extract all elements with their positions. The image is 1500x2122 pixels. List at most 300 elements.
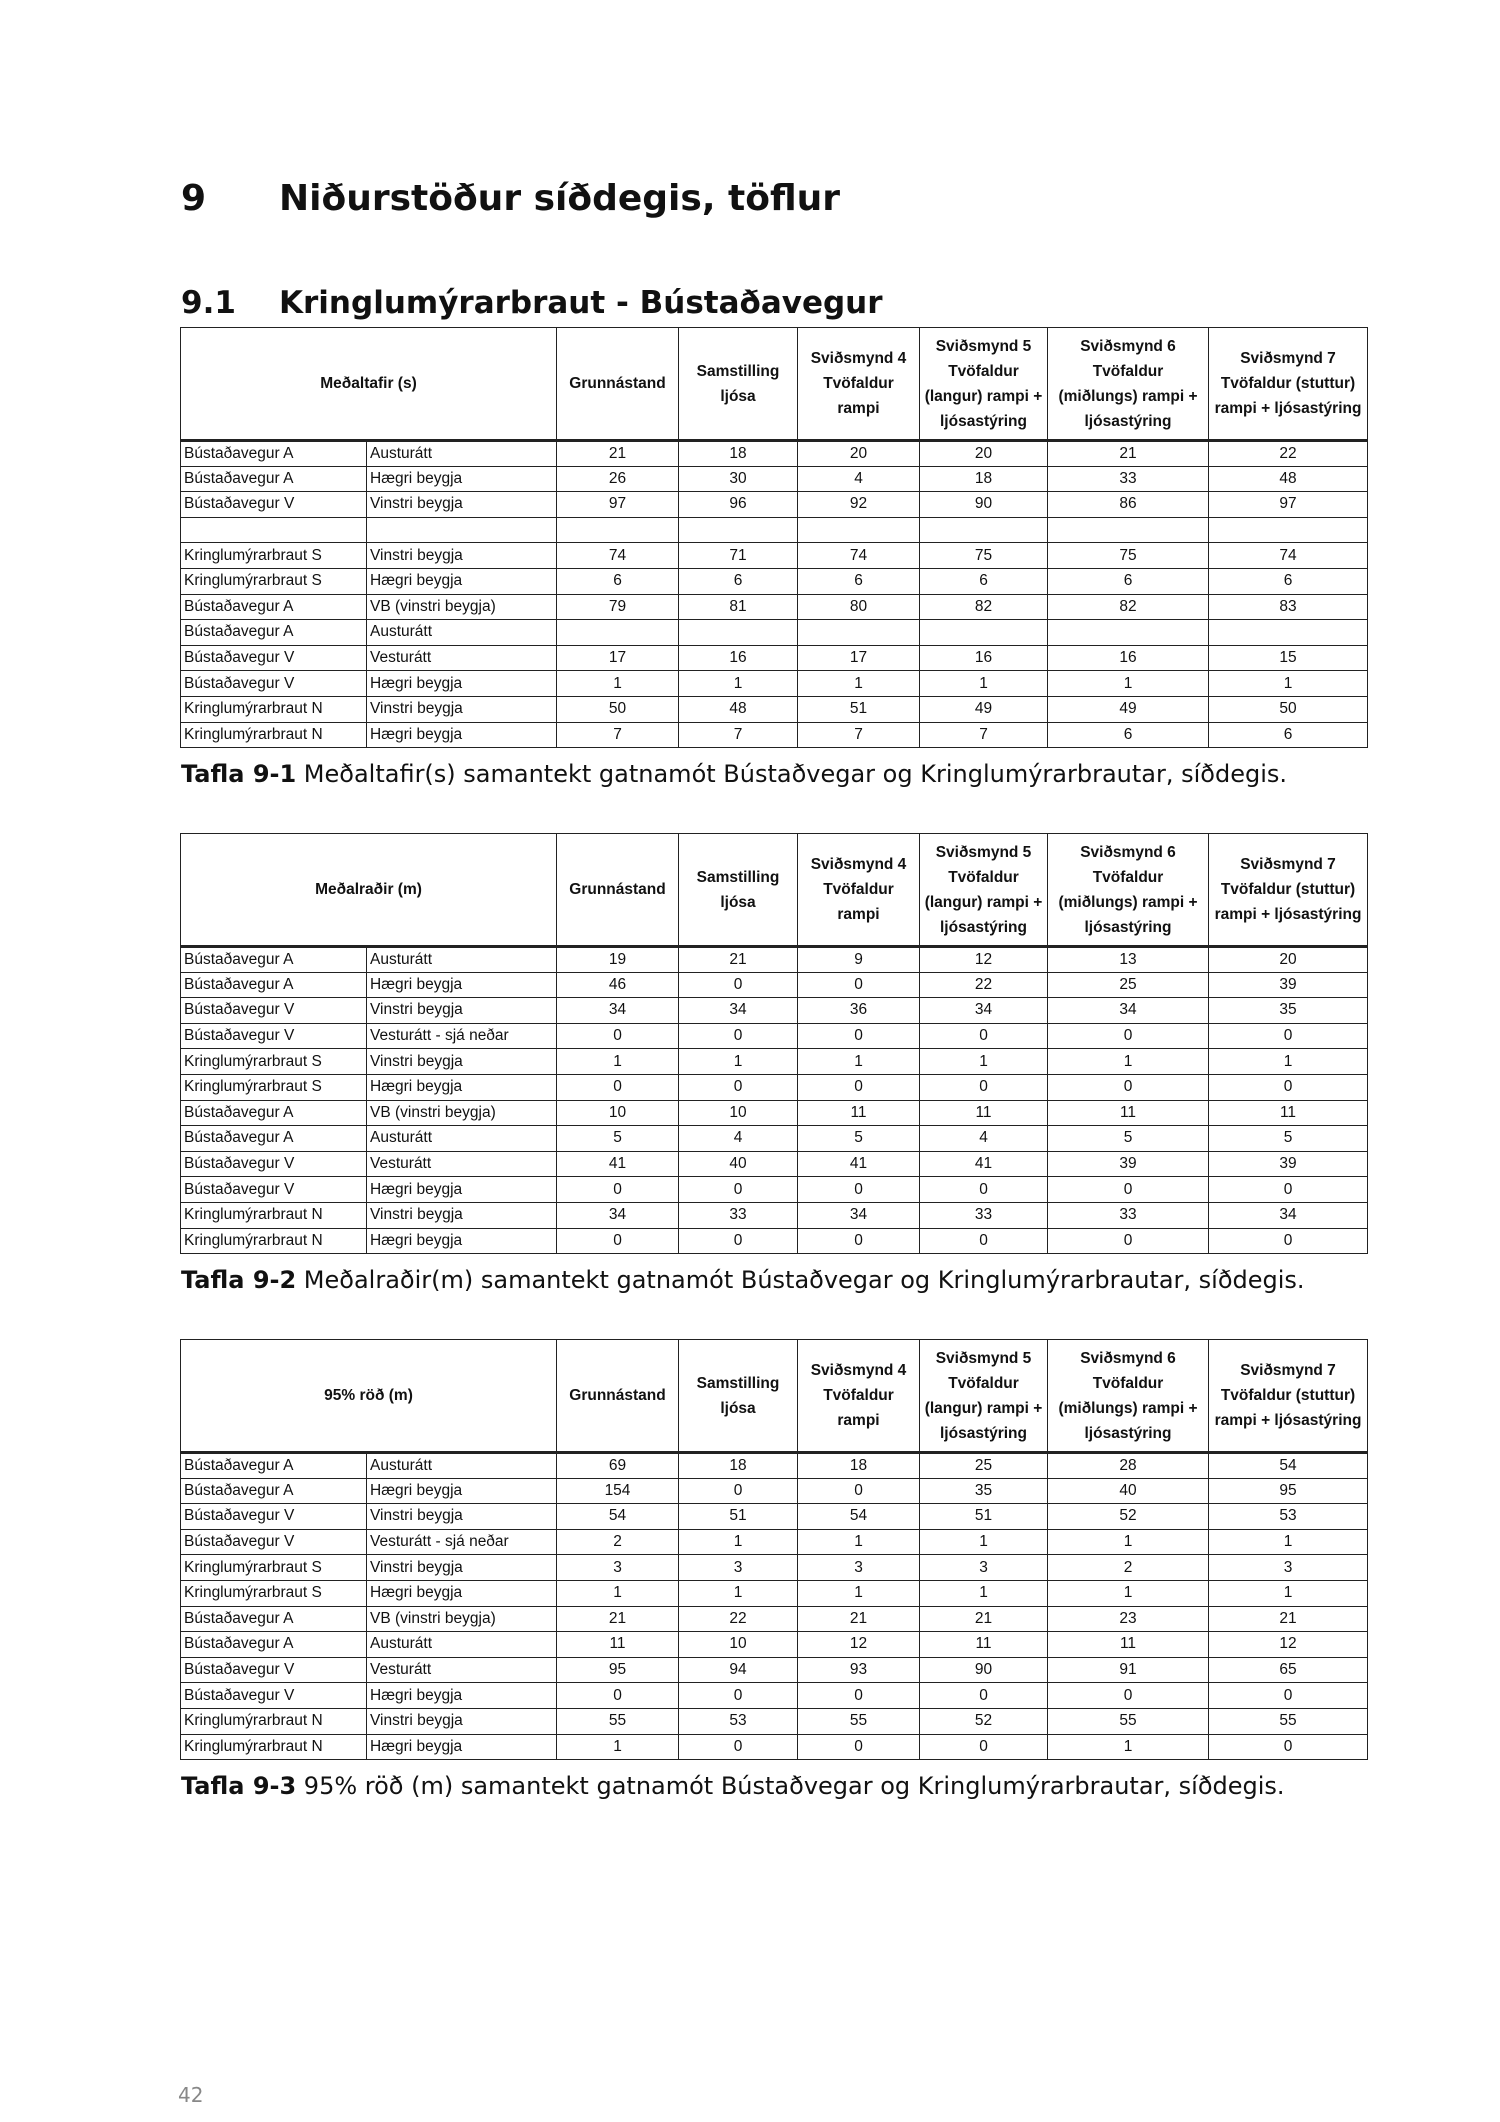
value-cell: 0 (798, 1023, 920, 1049)
value-cell: 12 (920, 947, 1048, 973)
value-cell: 0 (920, 1023, 1048, 1049)
table-row (181, 466, 1368, 492)
table-row (181, 1100, 1368, 1126)
value-cell: 25 (920, 1453, 1048, 1479)
value-cell: 1 (798, 1049, 920, 1075)
value-cell: 1 (1048, 1734, 1209, 1760)
value-cell: 75 (920, 543, 1048, 569)
table-row (181, 1657, 1368, 1683)
value-cell: 0 (1048, 1228, 1209, 1254)
value-cell: 18 (798, 1453, 920, 1479)
value-cell: 4 (679, 1126, 798, 1152)
movement-cell: Hægri beygja (367, 1580, 557, 1606)
value-cell: 0 (920, 1228, 1048, 1254)
road-cell: Bústaðavegur V (181, 1177, 367, 1203)
road-cell (181, 517, 367, 543)
value-cell: 50 (1209, 696, 1368, 722)
value-cell: 16 (1048, 645, 1209, 671)
value-cell: 0 (920, 1177, 1048, 1203)
value-cell: 1 (1048, 671, 1209, 697)
results-table-1 (180, 327, 1368, 748)
value-cell: 0 (1048, 1683, 1209, 1709)
value-cell: 16 (920, 645, 1048, 671)
movement-cell: Hægri beygja (367, 1228, 557, 1254)
value-cell: 6 (920, 568, 1048, 594)
value-cell: 1 (1048, 1529, 1209, 1555)
movement-cell: Vinstri beygja (367, 1708, 557, 1734)
value-cell: 0 (679, 1023, 798, 1049)
value-cell (1048, 620, 1209, 646)
value-cell (798, 620, 920, 646)
road-cell: Bústaðavegur V (181, 1151, 367, 1177)
value-cell (1209, 517, 1368, 543)
value-cell: 22 (1209, 441, 1368, 467)
value-cell: 34 (557, 1202, 679, 1228)
movement-cell (367, 517, 557, 543)
table-row (181, 1453, 1368, 1479)
page-number: 42 (178, 2083, 204, 2107)
value-cell: 48 (1209, 466, 1368, 492)
table-row (181, 722, 1368, 748)
road-cell: Kringlumýrarbraut S (181, 543, 367, 569)
road-cell: Bústaðavegur A (181, 1606, 367, 1632)
road-cell: Bústaðavegur A (181, 1632, 367, 1658)
value-cell: 35 (920, 1478, 1048, 1504)
value-cell: 0 (920, 1734, 1048, 1760)
value-cell: 5 (1048, 1126, 1209, 1152)
movement-cell: Vinstri beygja (367, 492, 557, 518)
movement-cell: Hægri beygja (367, 466, 557, 492)
value-cell: 41 (557, 1151, 679, 1177)
road-cell: Bústaðavegur V (181, 1504, 367, 1530)
value-cell: 28 (1048, 1453, 1209, 1479)
value-cell: 0 (1209, 1177, 1368, 1203)
value-cell: 1 (920, 1529, 1048, 1555)
value-cell: 0 (557, 1177, 679, 1203)
value-cell: 21 (557, 1606, 679, 1632)
value-cell: 41 (798, 1151, 920, 1177)
column-header: Samstilling ljósa (679, 834, 798, 947)
value-cell: 55 (1209, 1708, 1368, 1734)
column-header: Sviðsmynd 4 Tvöfaldur rampi (798, 1340, 920, 1453)
movement-cell: Hægri beygja (367, 972, 557, 998)
value-cell: 39 (1209, 972, 1368, 998)
value-cell: 10 (557, 1100, 679, 1126)
table-row (181, 1228, 1368, 1254)
subsection-title: Kringlumýrarbraut - Bústaðavegur (279, 285, 883, 321)
value-cell: 50 (557, 696, 679, 722)
column-header: Grunnástand (557, 834, 679, 947)
column-header: Grunnástand (557, 328, 679, 441)
value-cell: 94 (679, 1657, 798, 1683)
value-cell: 22 (679, 1606, 798, 1632)
value-cell: 91 (1048, 1657, 1209, 1683)
value-cell: 48 (679, 696, 798, 722)
column-header: Sviðsmynd 7 Tvöfaldur (stuttur) rampi + ljósastýring (1209, 328, 1368, 441)
value-cell: 11 (920, 1100, 1048, 1126)
value-cell: 97 (1209, 492, 1368, 518)
road-cell: Bústaðavegur A (181, 620, 367, 646)
value-cell: 1 (798, 1529, 920, 1555)
road-cell: Bústaðavegur V (181, 1683, 367, 1709)
value-cell: 1 (920, 1580, 1048, 1606)
value-cell: 51 (679, 1504, 798, 1530)
road-cell: Bústaðavegur A (181, 441, 367, 467)
value-cell: 75 (1048, 543, 1209, 569)
value-cell: 7 (557, 722, 679, 748)
column-header: Sviðsmynd 7 Tvöfaldur (stuttur) rampi + ljósastýring (1209, 834, 1368, 947)
road-cell: Bústaðavegur A (181, 466, 367, 492)
value-cell: 82 (1048, 594, 1209, 620)
column-header: Sviðsmynd 6 Tvöfaldur (miðlungs) rampi + ljósastýring (1048, 834, 1209, 947)
value-cell: 26 (557, 466, 679, 492)
movement-cell: Vesturátt (367, 1657, 557, 1683)
value-cell: 34 (1048, 998, 1209, 1024)
value-cell: 21 (1209, 1606, 1368, 1632)
value-cell: 34 (920, 998, 1048, 1024)
value-cell: 51 (920, 1504, 1048, 1530)
value-cell: 0 (798, 1478, 920, 1504)
value-cell: 0 (798, 972, 920, 998)
table-metric-label: 95% röð (m) (181, 1340, 557, 1453)
value-cell: 5 (557, 1126, 679, 1152)
column-header: Sviðsmynd 5 Tvöfaldur (langur) rampi + ljósastýring (920, 1340, 1048, 1453)
road-cell: Bústaðavegur V (181, 492, 367, 518)
value-cell (557, 517, 679, 543)
movement-cell: Hægri beygja (367, 1478, 557, 1504)
road-cell: Bústaðavegur V (181, 1529, 367, 1555)
table-row (181, 1151, 1368, 1177)
value-cell: 55 (1048, 1708, 1209, 1734)
column-header: Samstilling ljósa (679, 328, 798, 441)
road-cell: Kringlumýrarbraut S (181, 1049, 367, 1075)
value-cell: 1 (679, 1049, 798, 1075)
table-row (181, 543, 1368, 569)
value-cell: 0 (1209, 1074, 1368, 1100)
road-cell: Kringlumýrarbraut N (181, 1202, 367, 1228)
movement-cell: Austurátt (367, 1453, 557, 1479)
movement-cell: Hægri beygja (367, 1177, 557, 1203)
value-cell (920, 620, 1048, 646)
value-cell: 36 (798, 998, 920, 1024)
movement-cell: VB (vinstri beygja) (367, 594, 557, 620)
value-cell: 52 (920, 1708, 1048, 1734)
value-cell: 0 (798, 1074, 920, 1100)
value-cell: 2 (557, 1529, 679, 1555)
movement-cell: Hægri beygja (367, 722, 557, 748)
table-row (181, 671, 1368, 697)
value-cell: 93 (798, 1657, 920, 1683)
value-cell: 0 (798, 1177, 920, 1203)
table-row (181, 517, 1368, 543)
road-cell: Bústaðavegur A (181, 1453, 367, 1479)
subsection-number: 9.1 (181, 285, 236, 321)
movement-cell: Vinstri beygja (367, 1049, 557, 1075)
value-cell: 22 (920, 972, 1048, 998)
table-row (181, 1504, 1368, 1530)
value-cell: 1 (679, 671, 798, 697)
value-cell: 11 (557, 1632, 679, 1658)
value-cell: 18 (679, 441, 798, 467)
value-cell: 12 (798, 1632, 920, 1658)
value-cell: 3 (798, 1555, 920, 1581)
table-caption-text: 95% röð (m) samantekt gatnamót Bústaðvegar og Kringlumýrarbrautar, síðdegis. (296, 1772, 1285, 1800)
value-cell: 0 (798, 1734, 920, 1760)
column-header: Sviðsmynd 6 Tvöfaldur (miðlungs) rampi + ljósastýring (1048, 1340, 1209, 1453)
value-cell: 30 (679, 466, 798, 492)
value-cell: 4 (920, 1126, 1048, 1152)
value-cell: 1 (679, 1529, 798, 1555)
value-cell: 34 (679, 998, 798, 1024)
value-cell: 0 (1209, 1228, 1368, 1254)
table-row (181, 1734, 1368, 1760)
value-cell: 1 (1209, 671, 1368, 697)
value-cell: 82 (920, 594, 1048, 620)
value-cell: 33 (1048, 1202, 1209, 1228)
value-cell: 3 (679, 1555, 798, 1581)
value-cell: 11 (1048, 1632, 1209, 1658)
value-cell: 0 (798, 1228, 920, 1254)
value-cell: 0 (679, 1683, 798, 1709)
value-cell: 0 (557, 1023, 679, 1049)
table-row (181, 1529, 1368, 1555)
value-cell: 1 (920, 1049, 1048, 1075)
value-cell: 0 (679, 1734, 798, 1760)
value-cell: 74 (557, 543, 679, 569)
value-cell: 15 (1209, 645, 1368, 671)
value-cell: 11 (920, 1632, 1048, 1658)
value-cell (1209, 620, 1368, 646)
value-cell: 1 (1209, 1049, 1368, 1075)
value-cell: 0 (1209, 1683, 1368, 1709)
section-number: 9 (181, 178, 207, 219)
movement-cell: Hægri beygja (367, 1074, 557, 1100)
value-cell: 3 (920, 1555, 1048, 1581)
value-cell: 1 (1209, 1580, 1368, 1606)
movement-cell: Vinstri beygja (367, 543, 557, 569)
road-cell: Kringlumýrarbraut S (181, 568, 367, 594)
column-header: Sviðsmynd 7 Tvöfaldur (stuttur) rampi + ljósastýring (1209, 1340, 1368, 1453)
table-row (181, 1478, 1368, 1504)
movement-cell: Vinstri beygja (367, 1504, 557, 1530)
value-cell: 52 (1048, 1504, 1209, 1530)
value-cell: 6 (1209, 568, 1368, 594)
value-cell: 81 (679, 594, 798, 620)
movement-cell: Austurátt (367, 1632, 557, 1658)
column-header: Sviðsmynd 4 Tvöfaldur rampi (798, 328, 920, 441)
value-cell: 0 (1209, 1734, 1368, 1760)
value-cell: 39 (1209, 1151, 1368, 1177)
movement-cell: Hægri beygja (367, 671, 557, 697)
table-caption-text: Meðaltafir(s) samantekt gatnamót Bústaðvegar og Kringlumýrarbrautar, síðdegis. (296, 760, 1287, 788)
road-cell: Bústaðavegur A (181, 1478, 367, 1504)
value-cell: 74 (1209, 543, 1368, 569)
column-header: Grunnástand (557, 1340, 679, 1453)
movement-cell: Vesturátt - sjá neðar (367, 1529, 557, 1555)
table-row (181, 1074, 1368, 1100)
column-header: Sviðsmynd 5 Tvöfaldur (langur) rampi + ljósastýring (920, 328, 1048, 441)
value-cell: 53 (679, 1708, 798, 1734)
movement-cell: Austurátt (367, 441, 557, 467)
table-caption (181, 1772, 1285, 1800)
value-cell: 33 (920, 1202, 1048, 1228)
value-cell: 92 (798, 492, 920, 518)
value-cell: 1 (1048, 1049, 1209, 1075)
table-caption-label: Tafla 9-3 (181, 1772, 297, 1800)
road-cell: Bústaðavegur A (181, 947, 367, 973)
table-row (181, 1555, 1368, 1581)
value-cell: 90 (920, 492, 1048, 518)
value-cell (557, 620, 679, 646)
table-caption (181, 1266, 1305, 1294)
value-cell: 33 (1048, 466, 1209, 492)
value-cell: 40 (679, 1151, 798, 1177)
value-cell: 83 (1209, 594, 1368, 620)
value-cell: 6 (1209, 722, 1368, 748)
table-row (181, 441, 1368, 467)
value-cell: 0 (557, 1228, 679, 1254)
value-cell: 34 (557, 998, 679, 1024)
value-cell: 74 (798, 543, 920, 569)
value-cell: 1 (557, 1580, 679, 1606)
value-cell: 79 (557, 594, 679, 620)
value-cell: 2 (1048, 1555, 1209, 1581)
value-cell: 0 (679, 1177, 798, 1203)
value-cell: 35 (1209, 998, 1368, 1024)
section-heading (181, 178, 840, 219)
movement-cell: Vinstri beygja (367, 696, 557, 722)
movement-cell: Vesturátt (367, 1151, 557, 1177)
value-cell: 6 (1048, 722, 1209, 748)
value-cell: 86 (1048, 492, 1209, 518)
value-cell: 0 (679, 1074, 798, 1100)
table-row (181, 1202, 1368, 1228)
value-cell: 13 (1048, 947, 1209, 973)
value-cell: 69 (557, 1453, 679, 1479)
value-cell: 54 (557, 1504, 679, 1530)
road-cell: Bústaðavegur A (181, 1100, 367, 1126)
movement-cell: Vinstri beygja (367, 1555, 557, 1581)
value-cell: 17 (798, 645, 920, 671)
table-metric-label: Meðaltafir (s) (181, 328, 557, 441)
value-cell: 6 (1048, 568, 1209, 594)
section-title: Niðurstöður síðdegis, töflur (279, 178, 841, 219)
value-cell: 1 (798, 671, 920, 697)
value-cell: 33 (679, 1202, 798, 1228)
value-cell: 55 (798, 1708, 920, 1734)
table-row (181, 1177, 1368, 1203)
value-cell: 1 (798, 1580, 920, 1606)
value-cell: 34 (1209, 1202, 1368, 1228)
value-cell: 20 (920, 441, 1048, 467)
table-row (181, 1126, 1368, 1152)
movement-cell: Hægri beygja (367, 1683, 557, 1709)
value-cell: 11 (1209, 1100, 1368, 1126)
movement-cell: Vesturátt - sjá neðar (367, 1023, 557, 1049)
value-cell: 1 (557, 671, 679, 697)
value-cell: 10 (679, 1100, 798, 1126)
road-cell: Kringlumýrarbraut N (181, 1708, 367, 1734)
value-cell: 11 (1048, 1100, 1209, 1126)
movement-cell: Vinstri beygja (367, 998, 557, 1024)
value-cell: 39 (1048, 1151, 1209, 1177)
movement-cell: Hægri beygja (367, 568, 557, 594)
value-cell: 0 (920, 1074, 1048, 1100)
value-cell: 154 (557, 1478, 679, 1504)
table-row (181, 1023, 1368, 1049)
value-cell: 0 (557, 1074, 679, 1100)
value-cell: 3 (1209, 1555, 1368, 1581)
value-cell: 6 (798, 568, 920, 594)
value-cell (679, 620, 798, 646)
road-cell: Bústaðavegur A (181, 1126, 367, 1152)
road-cell: Bústaðavegur V (181, 1657, 367, 1683)
value-cell (920, 517, 1048, 543)
movement-cell: VB (vinstri beygja) (367, 1606, 557, 1632)
value-cell: 12 (1209, 1632, 1368, 1658)
value-cell: 1 (920, 671, 1048, 697)
road-cell: Bústaðavegur A (181, 972, 367, 998)
value-cell (1048, 517, 1209, 543)
value-cell: 54 (798, 1504, 920, 1530)
value-cell: 6 (557, 568, 679, 594)
value-cell: 7 (920, 722, 1048, 748)
value-cell: 95 (1209, 1478, 1368, 1504)
value-cell: 0 (557, 1683, 679, 1709)
value-cell: 20 (798, 441, 920, 467)
table-caption (181, 760, 1287, 788)
value-cell: 96 (679, 492, 798, 518)
value-cell: 90 (920, 1657, 1048, 1683)
road-cell: Bústaðavegur A (181, 594, 367, 620)
value-cell: 5 (798, 1126, 920, 1152)
movement-cell: Hægri beygja (367, 1734, 557, 1760)
road-cell: Bústaðavegur V (181, 671, 367, 697)
value-cell: 1 (1048, 1580, 1209, 1606)
value-cell: 1 (1209, 1529, 1368, 1555)
results-table-3 (180, 1339, 1368, 1760)
value-cell: 16 (679, 645, 798, 671)
value-cell: 7 (798, 722, 920, 748)
value-cell: 6 (679, 568, 798, 594)
table-row (181, 594, 1368, 620)
value-cell: 41 (920, 1151, 1048, 1177)
value-cell: 55 (557, 1708, 679, 1734)
movement-cell: Vinstri beygja (367, 1202, 557, 1228)
value-cell: 53 (1209, 1504, 1368, 1530)
value-cell: 11 (798, 1100, 920, 1126)
value-cell: 0 (1048, 1074, 1209, 1100)
value-cell: 54 (1209, 1453, 1368, 1479)
value-cell: 4 (798, 466, 920, 492)
column-header: Sviðsmynd 6 Tvöfaldur (miðlungs) rampi + ljósastýring (1048, 328, 1209, 441)
road-cell: Kringlumýrarbraut N (181, 722, 367, 748)
table-row (181, 1580, 1368, 1606)
table-row (181, 1632, 1368, 1658)
value-cell: 49 (1048, 696, 1209, 722)
value-cell: 21 (798, 1606, 920, 1632)
value-cell: 95 (557, 1657, 679, 1683)
value-cell: 25 (1048, 972, 1209, 998)
value-cell: 3 (557, 1555, 679, 1581)
value-cell: 18 (679, 1453, 798, 1479)
road-cell: Kringlumýrarbraut N (181, 1734, 367, 1760)
column-header: Sviðsmynd 4 Tvöfaldur rampi (798, 834, 920, 947)
table-row (181, 645, 1368, 671)
value-cell: 0 (679, 972, 798, 998)
value-cell: 71 (679, 543, 798, 569)
road-cell: Bústaðavegur V (181, 645, 367, 671)
